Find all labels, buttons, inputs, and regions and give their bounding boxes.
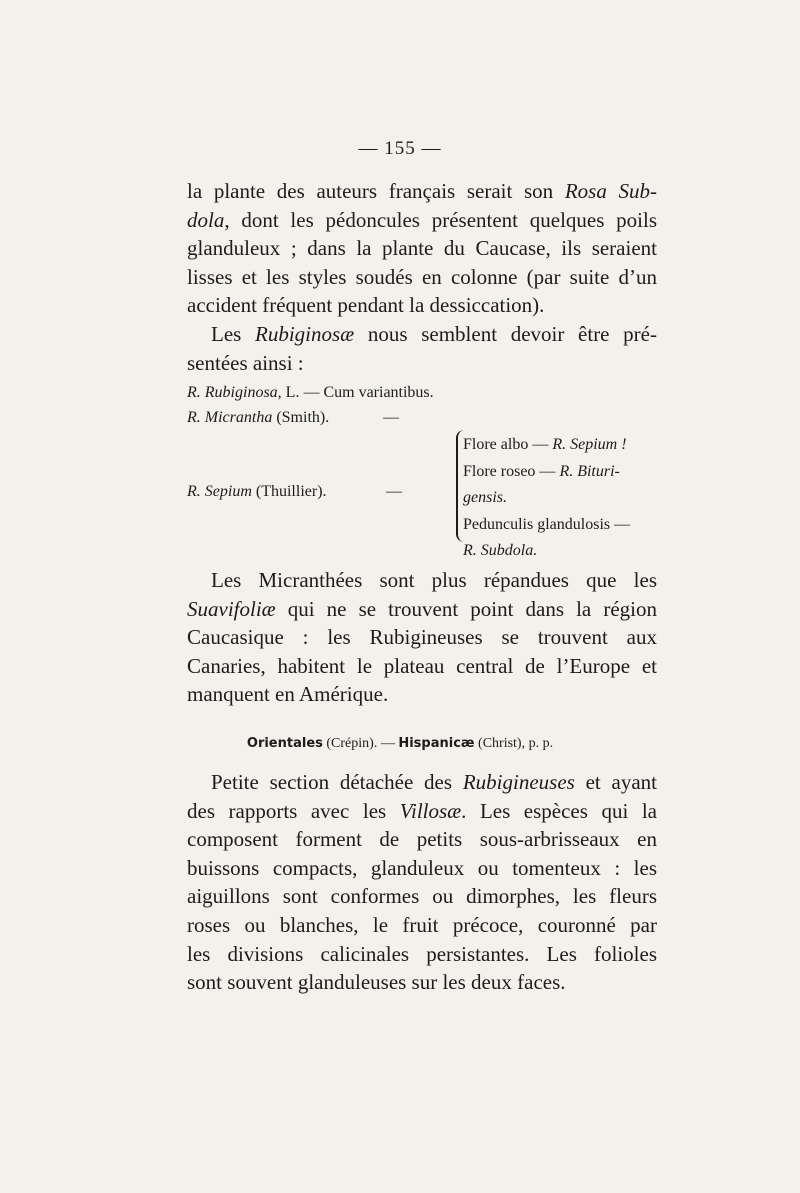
para4-line-3: composent forment de petits sous-arbrisseaux en (187, 827, 657, 852)
para4-line-7: les divisions calicinales persistantes. Les folioles (187, 941, 657, 966)
brace-content (463, 432, 663, 565)
para1-line-1: la plante des auteurs français serait son Rosa Sub- (187, 179, 657, 203)
para2-line-2: sentées ainsi : (187, 350, 304, 375)
brace-line-5: R. Subdola. (463, 542, 538, 559)
para3-line-2: Suavifoliæ qui ne se trouvent point dans la région (187, 596, 657, 621)
synopsis-row-micrantha: R. Micrantha (Smith). (187, 409, 330, 426)
para4-line-4: buissons compacts, glanduleux ou tomenteux : les (187, 855, 657, 880)
synopsis-row-sepium: R. Sepium (Thuillier). (187, 483, 327, 500)
paragraph-1 (187, 177, 657, 320)
brace-line-4: Pedunculis glandulosis — (463, 515, 631, 533)
para4-line-6: roses ou blanches, le fruit précoce, couronné par (187, 912, 657, 937)
para2-line-1: Les Rubiginosæ nous semblent devoir être pré- (211, 322, 657, 346)
brace-line-2: Flore roseo — R. Bituri- (463, 462, 620, 480)
paragraph-3 (187, 566, 657, 709)
synopsis-dash-micrantha: — (383, 409, 399, 426)
paragraph-4 (187, 768, 657, 997)
brace-line-1: Flore albo — R. Sepium ! (463, 436, 627, 453)
para4-line-5: aiguillons sont conformes ou dimorphes, les fleurs (187, 884, 657, 909)
para4-line-8: sont souvent glanduleuses sur les deux faces. (187, 970, 566, 995)
para3-line-5: manquent en Amérique. (187, 682, 389, 707)
brace-line-3: gensis. (463, 489, 507, 506)
para3-line-1: Les Micranthées sont plus répandues que les (211, 568, 657, 592)
paragraph-2 (187, 320, 657, 377)
para1-line-5: accident fréquent pendant la dessiccation). (187, 293, 545, 318)
synopsis-row-rubiginosa: R. Rubiginosa, L. — Cum variantibus. (187, 384, 434, 401)
section-subheading: Orientales (Crépin). — Hispanicæ (Christ), p. p. (246, 736, 554, 751)
para1-line-2: dola, dont les pédoncules présentent quelques poils (187, 207, 657, 232)
page-number: — 155 — (358, 138, 442, 159)
para3-line-3: Caucasique : les Rubigineuses se trouvent aux (187, 625, 657, 650)
para3-line-4: Canaries, habitent le plateau central de l’Europe et (187, 653, 657, 678)
para4-line-1: Petite section détachée des Rubigineuses et ayant (211, 770, 657, 794)
para1-line-3: glanduleux ; dans la plante du Caucase, ils seraient (187, 236, 657, 261)
para1-line-4: lisses et les styles soudés en colonne (par suite d’un (187, 264, 657, 289)
synopsis-dash-sepium: — (386, 483, 402, 500)
para4-line-2: des rapports avec les Villosæ. Les espèces qui la (187, 798, 657, 823)
